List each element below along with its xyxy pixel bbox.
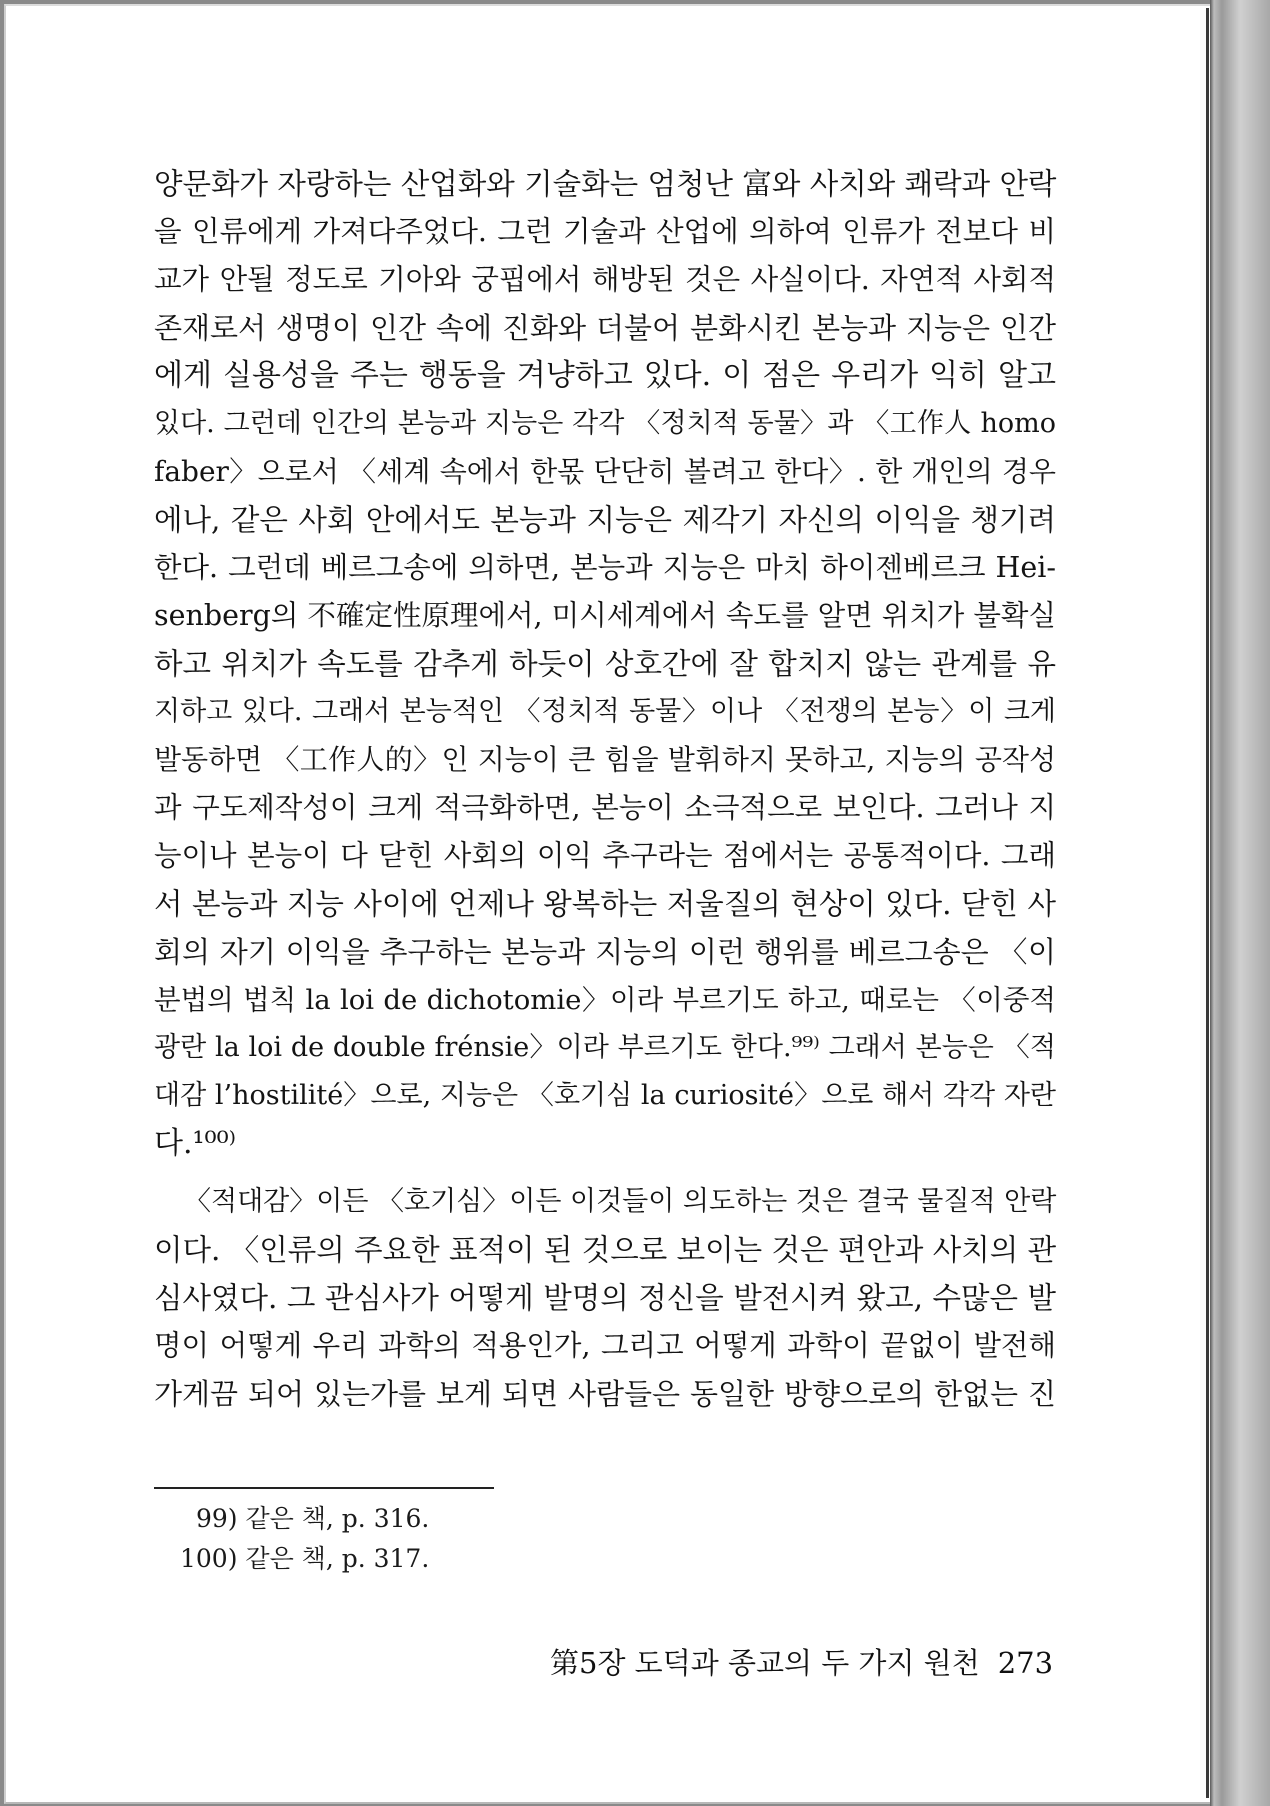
- body-line: 가게끔 되어 있는가를 보게 되면 사람들은 동일한 방향으로의 한없는 진: [154, 1377, 1056, 1411]
- body-line: 서 본능과 지능 사이에 언제나 왕복하는 저울질의 현상이 있다. 닫힌 사: [154, 887, 1056, 921]
- body-line: 교가 안될 정도로 기아와 궁핍에서 해방된 것은 사실이다. 자연적 사회적: [154, 263, 1056, 296]
- body-line: 〈적대감〉이든 〈호기심〉이든 이것들이 의도하는 것은 결국 물질적 안락: [184, 1186, 1057, 1217]
- footnote: 100) 같은 책, p. 317.: [180, 1544, 430, 1573]
- running-footer: [550, 1643, 1054, 1683]
- chapter-title: 第5장 도덕과 종교의 두 가지 원천: [550, 1646, 980, 1680]
- footnote-divider: [154, 1487, 494, 1489]
- body-line: 발동하면 〈工作人的〉인 지능이 큰 힘을 발휘하지 못하고, 지능의 공작성: [154, 743, 1056, 776]
- body-line: 을 인류에게 가져다주었다. 그런 기술과 산업에 의하여 인류가 전보다 비: [154, 215, 1056, 248]
- body-line: 명이 어떻게 우리 과학의 적용인가, 그리고 어떻게 과학이 끝없이 발전해: [154, 1329, 1056, 1362]
- body-line: 분법의 법칙 la loi de dichotomie〉이라 부르기도 하고, 때로는 〈이중적: [154, 984, 1056, 1016]
- body-line: 대감 l’hostilité〉으로, 지능은 〈호기심 la curiosité〉으로 해서 각각 자란: [154, 1080, 1056, 1111]
- body-line: 존재로서 생명이 인간 속에 진화와 더불어 분화시킨 본능과 지능은 인간: [154, 311, 1056, 345]
- body-line: 광란 la loi de double frénsie〉이라 부르기도 한다.⁹⁹⁾ 그래서 본능은 〈적: [154, 1032, 1056, 1063]
- body-line: 에나, 같은 사회 안에서도 본능과 지능은 제각기 자신의 이익을 챙기려: [154, 503, 1056, 537]
- body-line: faber〉으로서 〈세계 속에서 한몫 단단히 볼려고 한다〉. 한 개인의 경우: [154, 455, 1056, 488]
- body-line: 에게 실용성을 주는 행동을 겨냥하고 있다. 이 점은 우리가 익히 알고: [154, 358, 1056, 393]
- book-spine: [1210, 0, 1270, 1806]
- body-line: 지하고 있다. 그래서 본능적인 〈정치적 동물〉이나 〈전쟁의 본능〉이 크게: [154, 696, 1056, 727]
- body-line: senberg의 不確定性原理에서, 미시세계에서 속도를 알면 위치가 불확실: [154, 599, 1056, 632]
- body-line: 능이나 본능이 다 닫힌 사회의 이익 추구라는 점에서는 공통적이다. 그래: [154, 839, 1056, 872]
- body-line: 이다. 〈인류의 주요한 표적이 된 것으로 보이는 것은 편안과 사치의 관: [154, 1233, 1057, 1267]
- body-line: 회의 자기 이익을 추구하는 본능과 지능의 이런 행위를 베르그송은 〈이: [154, 935, 1056, 969]
- body-line: 양문화가 자랑하는 산업화와 기술화는 엄청난 富와 사치와 쾌락과 안락: [154, 167, 1057, 201]
- body-line: 과 구도제작성이 크게 적극화하면, 본능이 소극적으로 보인다. 그러나 지: [154, 791, 1056, 824]
- page-edge: [1206, 8, 1209, 1798]
- footnote: 99) 같은 책, p. 316.: [196, 1504, 430, 1533]
- body-line: 다.¹⁰⁰⁾: [154, 1126, 236, 1161]
- body-line: 있다. 그런데 인간의 본능과 지능은 각각 〈정치적 동물〉과 〈工作人 homo: [154, 408, 1056, 439]
- body-line: 심사였다. 그 관심사가 어떻게 발명의 정신을 발전시켜 왔고, 수많은 발: [154, 1281, 1056, 1315]
- body-line: 한다. 그런데 베르그송에 의하면, 본능과 지능은 마치 하이젠베르크 Hei-: [154, 551, 1056, 584]
- page-number: 273: [997, 1646, 1054, 1680]
- body-line: 하고 위치가 속도를 감추게 하듯이 상호간에 잘 합치지 않는 관계를 유: [154, 647, 1056, 681]
